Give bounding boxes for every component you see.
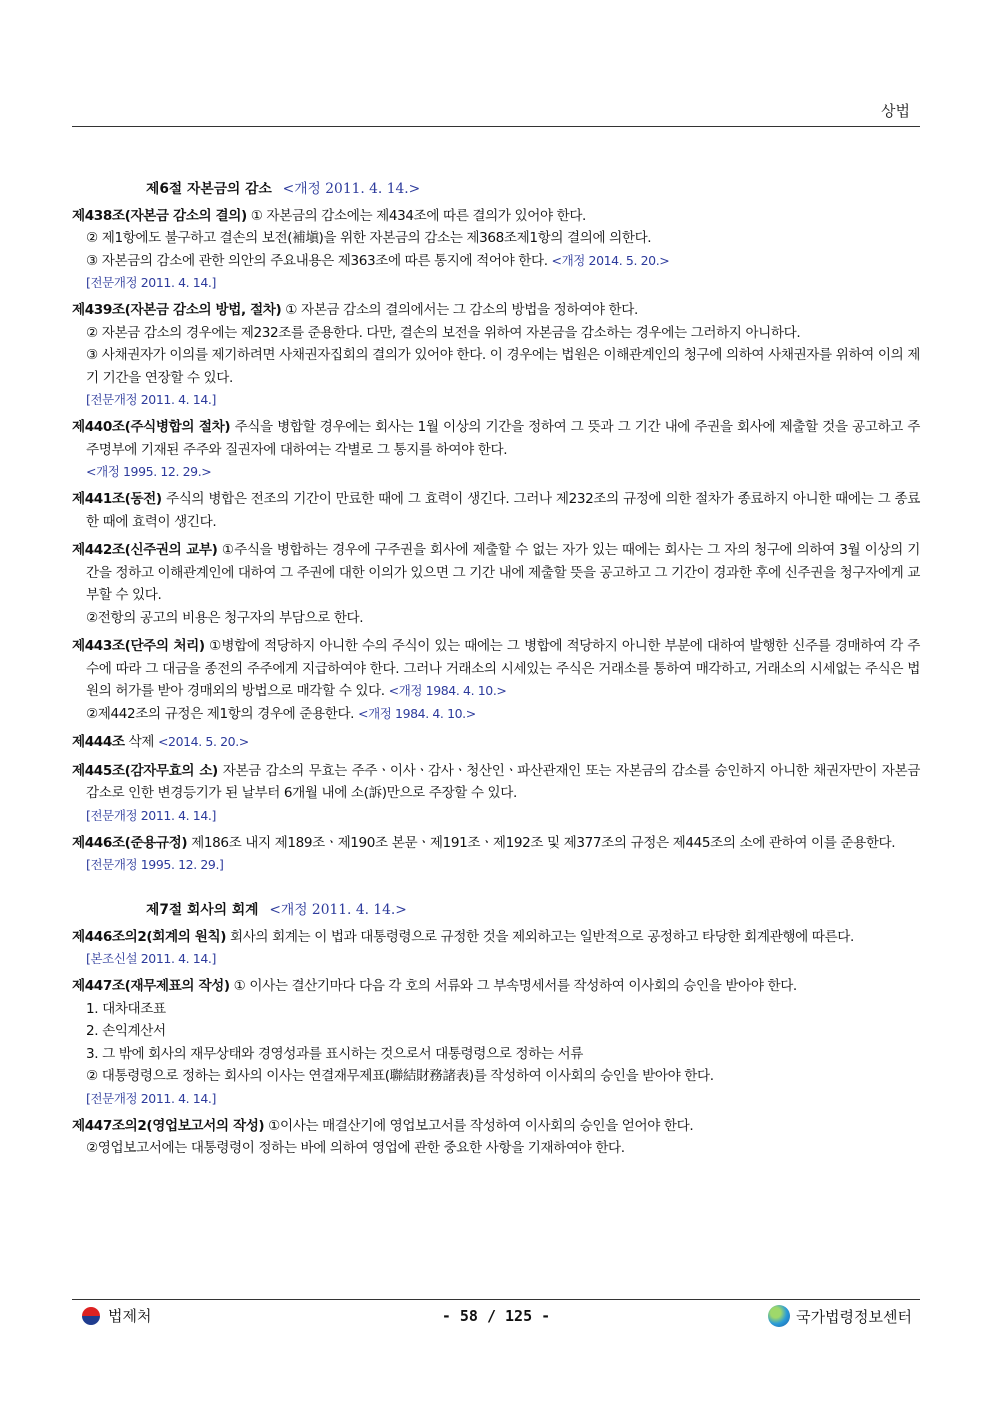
- section-heading: [146, 178, 920, 201]
- article-447-2: [72, 1115, 920, 1160]
- article-paragraph: ②전항의 공고의 비용은 청구자의 부담으로 한다.: [86, 609, 364, 626]
- article-text: 자본금 감소의 무효는 주주ㆍ이사ㆍ감사ㆍ청산인ㆍ파산관재인 또는 자본금의 감소를 승인하지 아니한 채권자만이 자본금 감소로 인한 변경등기가 된 날부터 6개월 내에 소(訴)만으로 주장할 수 있다.: [86, 762, 920, 801]
- header-divider: [72, 126, 920, 127]
- article-445: [72, 760, 920, 826]
- revision-note: <개정 2014. 5. 20.>: [551, 252, 670, 268]
- article-442: [72, 539, 920, 629]
- article-title: 제446조(준용규정): [72, 834, 188, 851]
- article-447: [72, 975, 920, 1109]
- amendment-note: [전문개정 2011. 4. 14.]: [86, 392, 216, 407]
- article-text: 주식의 병합은 전조의 기간이 만료한 때에 그 효력이 생긴다. 그러나 제232조의 규정에 의한 절차가 종료하지 아니한 때에는 그 종료한 때에 효력이 생긴다.: [86, 491, 920, 530]
- article-440: [72, 416, 920, 482]
- article-text: ①이사는 매결산기에 영업보고서를 작성하여 이사회의 승인을 얻어야 한다.: [268, 1117, 694, 1134]
- revision-note: <개정 1984. 4. 10.>: [388, 683, 507, 698]
- article-443: [72, 635, 920, 725]
- document-body: [72, 178, 920, 1166]
- article-paragraph: ③ 자본금의 감소에 관한 의안의 주요내용은 제363조에 따른 통지에 적어야 한다.: [86, 252, 548, 269]
- source-label: 국가법령정보센터: [796, 1307, 912, 1326]
- article-text: ① 자본금의 감소에는 제434조에 따른 결의가 있어야 한다.: [250, 207, 586, 224]
- article-446: [72, 832, 920, 876]
- article-441: [72, 488, 920, 533]
- article-444: [72, 731, 920, 754]
- article-title: 제446조의2(회계의 원칙): [72, 928, 227, 945]
- article-title: 제447조의2(영업보고서의 작성): [72, 1117, 265, 1134]
- footer-right: [768, 1305, 912, 1327]
- page-footer: [72, 1305, 920, 1331]
- amendment-note: [전문개정 1995. 12. 29.]: [86, 857, 224, 872]
- page-number: - 58 / 125 -: [441, 1307, 551, 1325]
- article-text: 삭제: [128, 734, 155, 750]
- article-title: 제447조(재무제표의 작성): [72, 978, 230, 994]
- amendment-note: [본조신설 2011. 4. 14.]: [86, 951, 216, 966]
- list-item: 1. 대차대조표: [86, 1000, 166, 1017]
- article-text: ① 이사는 결산기마다 다음 각 호의 서류와 그 부속명세서를 작성하여 이사회의 승인을 받아야 한다.: [233, 978, 797, 994]
- document-title: 상법: [881, 102, 910, 120]
- article-text: ①병합에 적당하지 아니한 수의 주식이 있는 때에는 그 병합에 적당하지 아니한 부분에 대하여 발행한 신주를 경매하여 각 주수에 따라 그 대금을 종전의 주주에게 지급하여야 한다. 그러나 거래소의 시세있는 주식은 거래소를 통하여 매각하고, 거래소의 시세없는 주식은 법원의 허가를 받아 경매외의 방법으로 매각할 수 있다.: [86, 638, 920, 699]
- section-title: 제6절 자본금의 감소: [146, 181, 272, 197]
- revision-note: <개정 1984. 4. 10.>: [358, 705, 476, 721]
- revision-note: <개정 1995. 12. 29.>: [86, 464, 212, 479]
- footer-divider: [72, 1299, 920, 1300]
- article-title: 제440조(주식병합의 절차): [72, 419, 231, 435]
- article-text: 제186조 내지 제189조ㆍ제190조 본문ㆍ제191조ㆍ제192조 및 제377조의 규정은 제445조의 소에 관하여 이를 준용한다.: [191, 834, 896, 851]
- section-revision: <개정 2011. 4. 14.>: [269, 902, 407, 918]
- publisher-label: 법제처: [108, 1307, 152, 1325]
- section-revision: <개정 2011. 4. 14.>: [282, 181, 421, 197]
- article-439: [72, 299, 920, 410]
- section-title: 제7절 회사의 회계: [146, 902, 259, 918]
- article-paragraph: ③ 사채권자가 이의를 제기하려면 사채권자집회의 결의가 있어야 한다. 이 경우에는 법원은 이해관계인의 청구에 의하여 사채권자를 위하여 이의 제기 기간을 연장할 수 있다.: [86, 347, 920, 386]
- article-paragraph: ② 대통령령으로 정하는 회사의 이사는 연결재무제표(聯結財務諸表)를 작성하여 이사회의 승인을 받아야 한다.: [86, 1068, 714, 1084]
- article-446-2: [72, 926, 920, 970]
- article-title: 제439조(자본금 감소의 방법, 절차): [72, 302, 282, 318]
- article-text: ① 자본금 감소의 결의에서는 그 감소의 방법을 정하여야 한다.: [285, 302, 638, 318]
- globe-logo-icon: [768, 1305, 790, 1327]
- article-title: 제445조(감자무효의 소): [72, 762, 218, 779]
- amendment-note: [전문개정 2011. 4. 14.]: [86, 807, 216, 823]
- list-item: 3. 그 밖에 회사의 재무상태와 경영성과를 표시하는 것으로서 대통령령으로 정하는 서류: [86, 1045, 583, 1062]
- article-title: 제438조(자본금 감소의 결의): [72, 207, 247, 224]
- section-heading: [146, 899, 920, 922]
- article-paragraph: ②영업보고서에는 대통령령이 정하는 바에 의하여 영업에 관한 중요한 사항을 기재하여야 한다.: [86, 1140, 625, 1156]
- article-title: 제441조(동전): [72, 491, 162, 507]
- article-title: 제442조(신주권의 교부): [72, 542, 218, 558]
- article-title: 제444조: [72, 734, 125, 750]
- article-paragraph: ② 제1항에도 불구하고 결손의 보전(補塡)을 위한 자본금의 감소는 제368조제1항의 결의에 의한다.: [86, 230, 652, 246]
- article-text: 주식을 병합할 경우에는 회사는 1월 이상의 기간을 정하여 그 뜻과 그 기간 내에 주권을 회사에 제출할 것을 공고하고 주주명부에 기재된 주주와 질권자에 대하여는 각별로 그 통지를 하여야 한다.: [86, 419, 921, 458]
- amendment-note: [전문개정 2011. 4. 14.]: [86, 1090, 216, 1106]
- amendment-note: [전문개정 2011. 4. 14.]: [86, 275, 216, 290]
- article-text: 회사의 회계는 이 법과 대통령령으로 규정한 것을 제외하고는 일반적으로 공정하고 타당한 회계관행에 따른다.: [229, 928, 854, 945]
- article-438: [72, 205, 920, 294]
- revision-note: <2014. 5. 20.>: [157, 734, 249, 749]
- list-item: 2. 손익계산서: [86, 1023, 166, 1039]
- article-paragraph: ②제442조의 규정은 제1항의 경우에 준용한다.: [86, 705, 355, 722]
- article-paragraph: ② 자본금 감소의 경우에는 제232조를 준용한다. 다만, 결손의 보전을 위하여 자본금을 감소하는 경우에는 그러하지 아니하다.: [86, 324, 801, 341]
- article-title: 제443조(단주의 처리): [72, 638, 205, 654]
- article-text: ①주식을 병합하는 경우에 구주권을 회사에 제출할 수 없는 자가 있는 때에는 회사는 그 자의 청구에 의하여 3월 이상의 기간을 정하고 이해관계인에 대하여 그 주권에 대한 이의가 있으면 그 기간 내에 제출할 뜻을 공고하고 그 기간이 경과한 후에 신주권을 청구자에게 교부할 수 있다.: [86, 542, 920, 603]
